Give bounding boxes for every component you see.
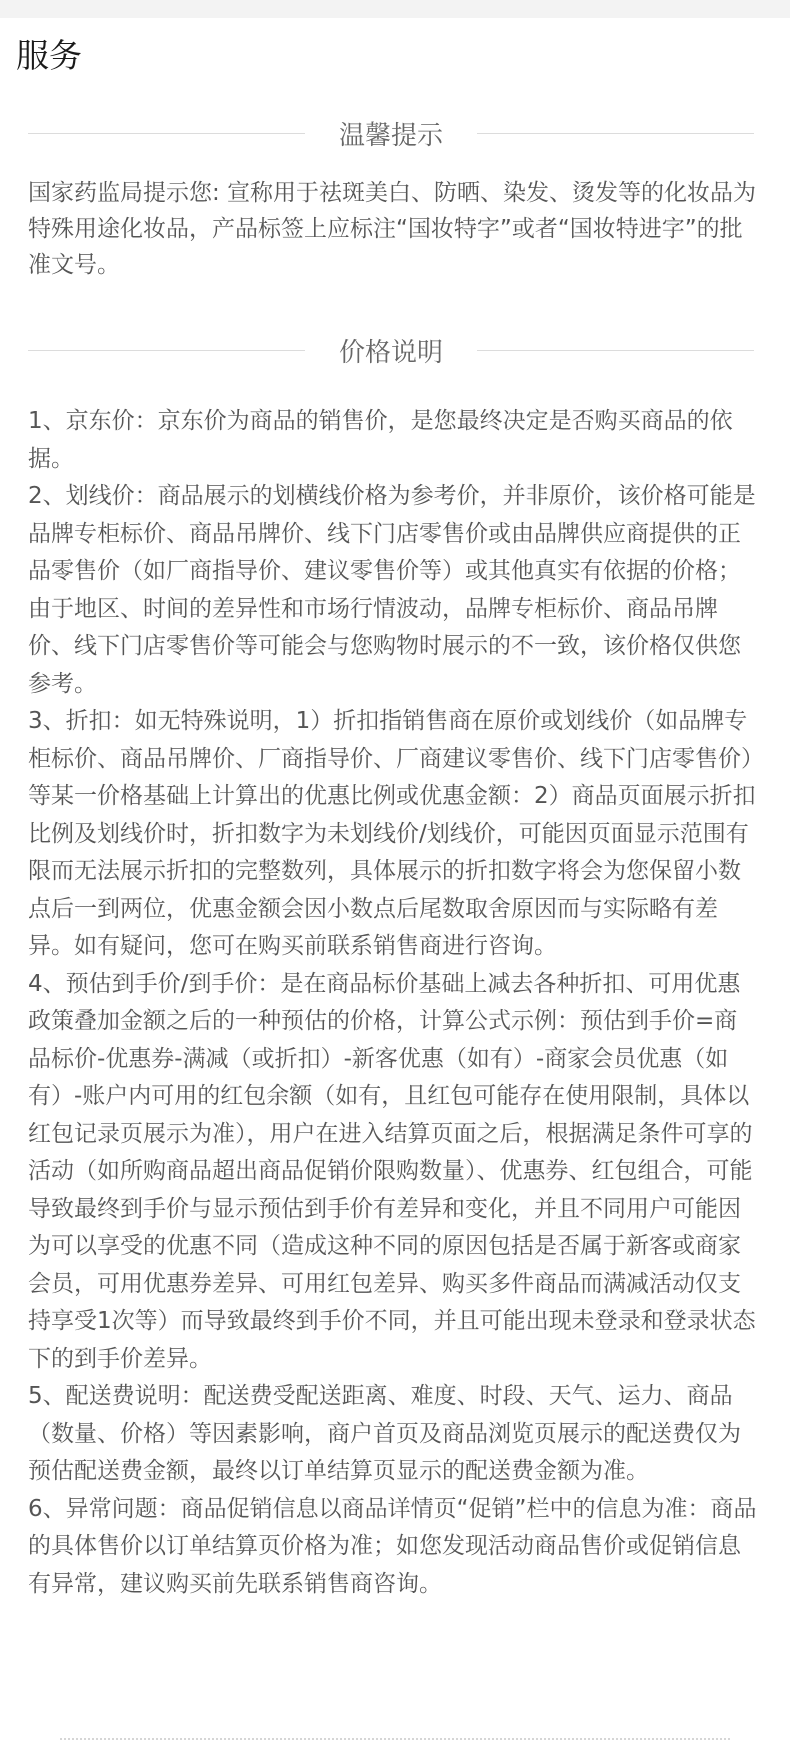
divider-line-right (477, 350, 754, 351)
notice-heading-label: 温馨提示 (339, 120, 444, 151)
price-item-estimated-price: 4、预估到手价/到手价：是在商品标价基础上减去各种折扣、可用优惠政策叠加金额之后的一种预估的价格，计算公式示例：预估到手价=商品标价-优惠券-满减（或折扣）-新客优惠（如有）-商家会员优惠（如有）-账户内可用的红包余额（如有，且红包可能存在使用限制，具体以红包记录页展示为准），用户在进入结算页面之后，根据满足条件可享的活动（如所购商品超出商品促销价限购数量）、优惠券、红包组合，可能导致最终到手价与显示预估到手价有差异和变化，并且不同用户可能因为可以享受的优惠不同（造成这种不同的原因包括是否属于新客或商家会员，可用优惠券差异、可用红包差异、购买多件商品而满减活动仅支持享受1次等）而导致最终到手价不同，并且可能出现未登录和登录状态下的到手价差异。 (28, 970, 756, 1372)
notice-text: 国家药监局提示您: 宣称用于祛斑美白、防晒、染发、烫发等的化妆品为特殊用途化妆品，产品标签上应标注“国妆特字”或者“国妆特进字”的批准文号。 (28, 180, 757, 278)
cut-off-text-line (60, 1738, 730, 1747)
price-item-jd-price: 1、京东价：京东价为商品的销售价，是您最终决定是否购买商品的依据。 (28, 408, 733, 472)
notice-section-heading (28, 113, 754, 153)
price-section-heading (28, 330, 754, 370)
divider-line-left (28, 133, 305, 134)
price-description (28, 403, 758, 1603)
top-strip (0, 0, 790, 18)
price-item-delivery-fee: 5、配送费说明：配送费受配送距离、难度、时段、天气、运力、商品（数量、价格）等因素影响，商户首页及商品浏览页展示的配送费仅为预估配送费金额，最终以订单结算页显示的配送费金额为准。 (28, 1383, 741, 1484)
price-item-discount: 3、折扣：如无特殊说明，1）折扣指销售商在原价或划线价（如品牌专柜标价、商品吊牌价、厂商指导价、厂商建议零售价、线下门店零售价）等某一价格基础上计算出的优惠比例或优惠金额：2）商品页面展示折扣比例及划线价时，折扣数字为未划线价/划线价，可能因页面显示范围有限而无法展示折扣的完整数列，具体展示的折扣数字将会为您保留小数点后一到两位，优惠金额会因小数点后尾数取舍原因而与实际略有差异。如有疑问，您可在购买前联系销售商进行咨询。 (28, 708, 756, 959)
price-item-exceptions: 6、异常问题：商品促销信息以商品详情页“促销”栏中的信息为准：商品的具体售价以订单结算页价格为准；如您发现活动商品售价或促销信息有异常，建议购买前先联系销售商咨询。 (28, 1495, 757, 1597)
divider-line-left (28, 350, 305, 351)
divider-line-right (477, 133, 754, 134)
price-heading-label: 价格说明 (339, 337, 444, 368)
cut-off-content (0, 1738, 790, 1747)
page-title: 服务 (16, 36, 82, 75)
price-item-strikethrough-price: 2、划线价：商品展示的划横线价格为参考价，并非原价，该价格可能是品牌专柜标价、商品吊牌价、线下门店零售价或由品牌供应商提供的正品零售价（如厂商指导价、建议零售价等）或其他真实有依据的价格；由于地区、时间的差异性和市场行情波动，品牌专柜标价、商品吊牌价、线下门店零售价等可能会与您购物时展示的不一致，该价格仅供您参考。 (28, 483, 756, 697)
